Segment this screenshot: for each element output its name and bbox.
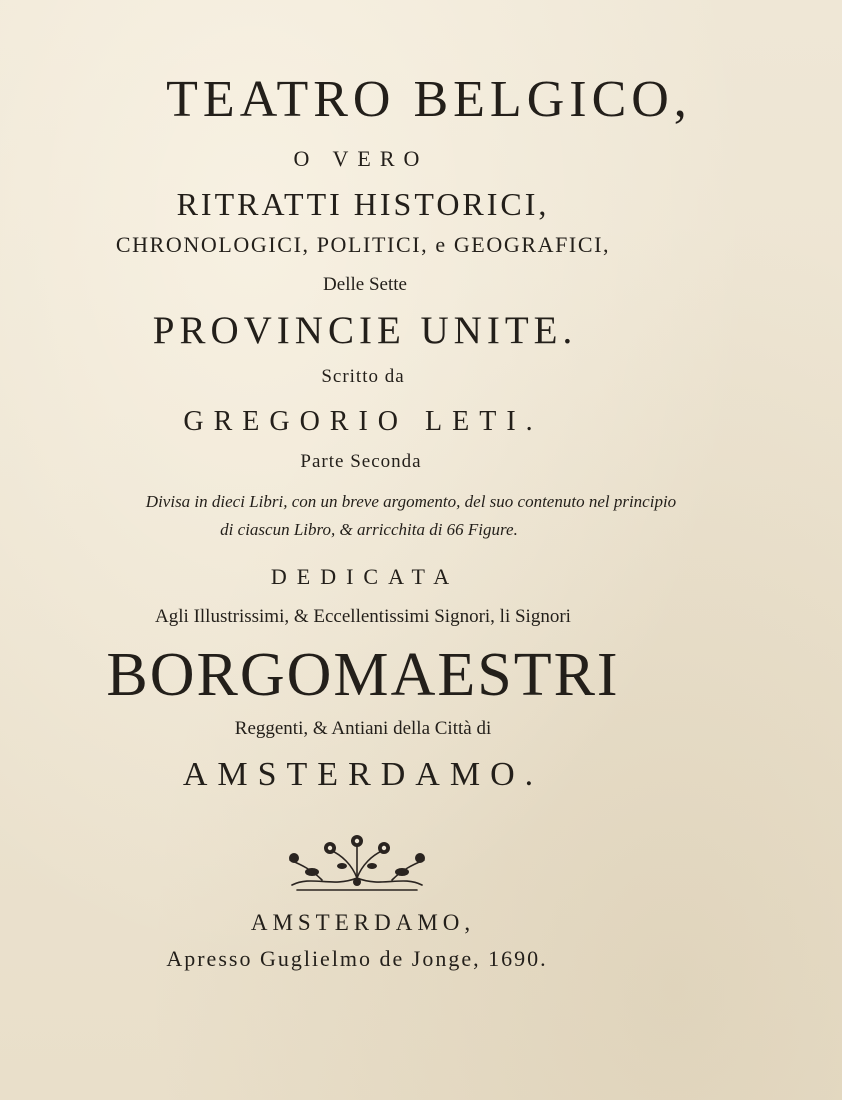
- part-label: Parte Seconda: [300, 451, 422, 472]
- floral-printer-ornament-icon: [282, 830, 432, 896]
- burgomasters-heading: BORGOMAESTRI: [106, 641, 620, 709]
- subtitle-kinds: CHRONOLOGICI, POLITICI, e GEOGRAFICI,: [115, 232, 611, 257]
- written-by: Scritto da: [321, 366, 405, 387]
- description-line-2: di ciascun Libro, & arricchita di 66 Figure.: [220, 520, 518, 539]
- author-name: GREGORIO LETI.: [183, 406, 543, 437]
- of-the-seven: Delle Sette: [323, 274, 407, 295]
- dedicated-heading: DEDICATA: [270, 564, 460, 589]
- imprint-place: AMSTERDAMO,: [250, 910, 476, 935]
- provinces-heading: PROVINCIE UNITE.: [152, 309, 578, 352]
- book-title: TEATRO BELGICO,: [166, 71, 692, 128]
- dedication-line: Agli Illustrissimi, & Eccellentissimi Signori, li Signori: [155, 606, 571, 627]
- regents-line: Reggenti, & Antiani della Città di: [234, 718, 492, 739]
- subtitle-connector: O VERO: [293, 146, 429, 171]
- city-heading: AMSTERDAMO.: [182, 756, 544, 793]
- imprint-publisher: Apresso Guglielmo de Jonge, 1690.: [166, 946, 548, 971]
- description-line-1: Divisa in dieci Libri, con un breve argomento, del suo contenuto nel principio: [145, 492, 677, 511]
- subtitle-main: RITRATTI HISTORICI,: [176, 186, 550, 222]
